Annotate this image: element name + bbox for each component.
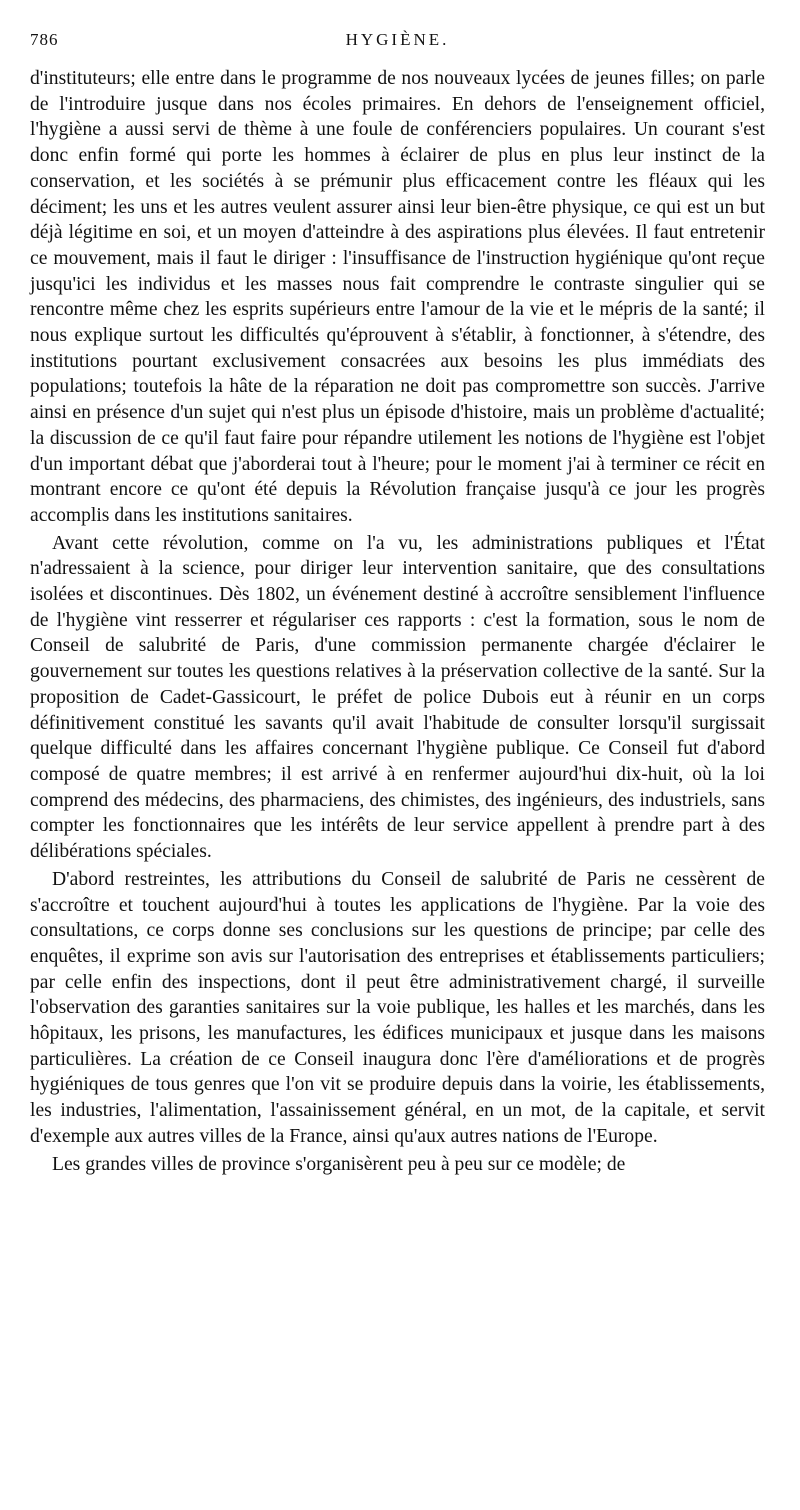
paragraph: D'abord restreintes, les attributions du Conseil de salubrité de Paris ne cessèrent de s'accroître et touchent aujourd'hui à toutes les applications de l'hygiène. Par la voie des consultations, ce corps donne ses conclusions sur les questions de principe; par celle des enquêtes, il exprime son avis sur l'autorisation des entreprises et établissements particuliers; par celle enfin des inspections, dont il peut être administrativement chargé, il surveille l'observation des garanties sanitaires sur la voie publique, les halles et les marchés, dans les hôpitaux, les prisons, les manufactures, les édifices municipaux et jusque dans les maisons particulières. La création de ce Conseil inaugura donc l'ère d'améliorations et de progrès hygiéniques de tous genres que l'on vit se produire depuis dans la voirie, les établissements, les industries, l'alimentation, l'assainissement général, en un mot, de la capitale, et servit d'exemple aux autres villes de la France, ainsi qu'aux autres nations de l'Europe. (30, 868, 765, 1147)
body-text (30, 66, 765, 1177)
book-page (30, 30, 765, 1179)
paragraph-continued: d'instituteurs; elle entre dans le programme de nos nouveaux lycées de jeunes filles; on parle de l'introduire jusque dans nos écoles primaires. En dehors de l'enseignement officiel, l'hygiène a aussi servi de thème à une foule de conférenciers populaires. Un courant s'est donc enfin formé qui porte les hommes à éclairer de plus en plus leur instinct de la conservation, et les sociétés à se prémunir plus efficacement contre les fléaux qui les déciment; les uns et les autres veulent assurer ainsi leur bien-être physique, ce qui est un but déjà légitime en soi, et un moyen d'atteindre à des aspirations plus élevées. Il faut entretenir ce mouvement, mais il faut le diriger : l'insuffisance de l'instruction hygiénique qu'ont reçue jusqu'ici les individus et les masses nous fait comprendre le contraste singulier qui se rencontre même chez les esprits supérieurs entre l'amour de la vie et le mépris de la santé; il nous explique surtout les difficultés qu'éprouvent à s'établir, à fonctionner, à s'étendre, des institutions pourtant exclusivement consacrées aux besoins les plus immédiats des populations; toutefois la hâte de la réparation ne doit pas compromettre son succès. J'arrive ainsi en présence d'un sujet qui n'est plus un épisode d'histoire, mais un problème d'actualité; la discussion de ce qu'il faut faire pour répandre utilement les notions de l'hygiène est l'objet d'un important débat que j'aborderai tout à l'heure; pour le moment j'ai à terminer ce récit en montrant encore ce qu'ont été depuis la Révolution française jusqu'à ce jour les progrès accomplis dans les institutions sanitaires. (30, 68, 765, 526)
paragraph: Les grandes villes de province s'organisèrent peu à peu sur ce modèle; de (52, 1153, 626, 1175)
paragraph: Avant cette révolution, comme on l'a vu, les administrations publiques et l'État n'adressaient à la science, pour diriger leur intervention sanitaire, que des consultations isolées et discontinues. Dès 1802, un événement destiné à accroître sensiblement l'influence de l'hygiène vint resserrer et régulariser ces rapports : c'est la formation, sous le nom de Conseil de salubrité de Paris, d'une commission permanente chargée d'éclairer le gouvernement sur toutes les questions relatives à la préservation collective de la santé. Sur la proposition de Cadet-Gassicourt, le préfet de police Dubois eut à réunir en un corps définitivement constitué les savants qu'il avait l'habitude de consulter lorsqu'il surgissait quelque difficulté dans les affaires concernant l'hygiène publique. Ce Conseil fut d'abord composé de quatre membres; il est arrivé à en renfermer aujourd'hui dix-huit, où la loi comprend des médecins, des pharmaciens, des chimistes, des ingénieurs, des industriels, sans compter les fonctionnaires que les intérêts de leur service appellent à prendre part à des délibérations spéciales. (30, 532, 765, 863)
page-number: 786 (30, 30, 59, 49)
page-header (30, 30, 765, 58)
running-title: HYGIÈNE. (345, 30, 450, 49)
